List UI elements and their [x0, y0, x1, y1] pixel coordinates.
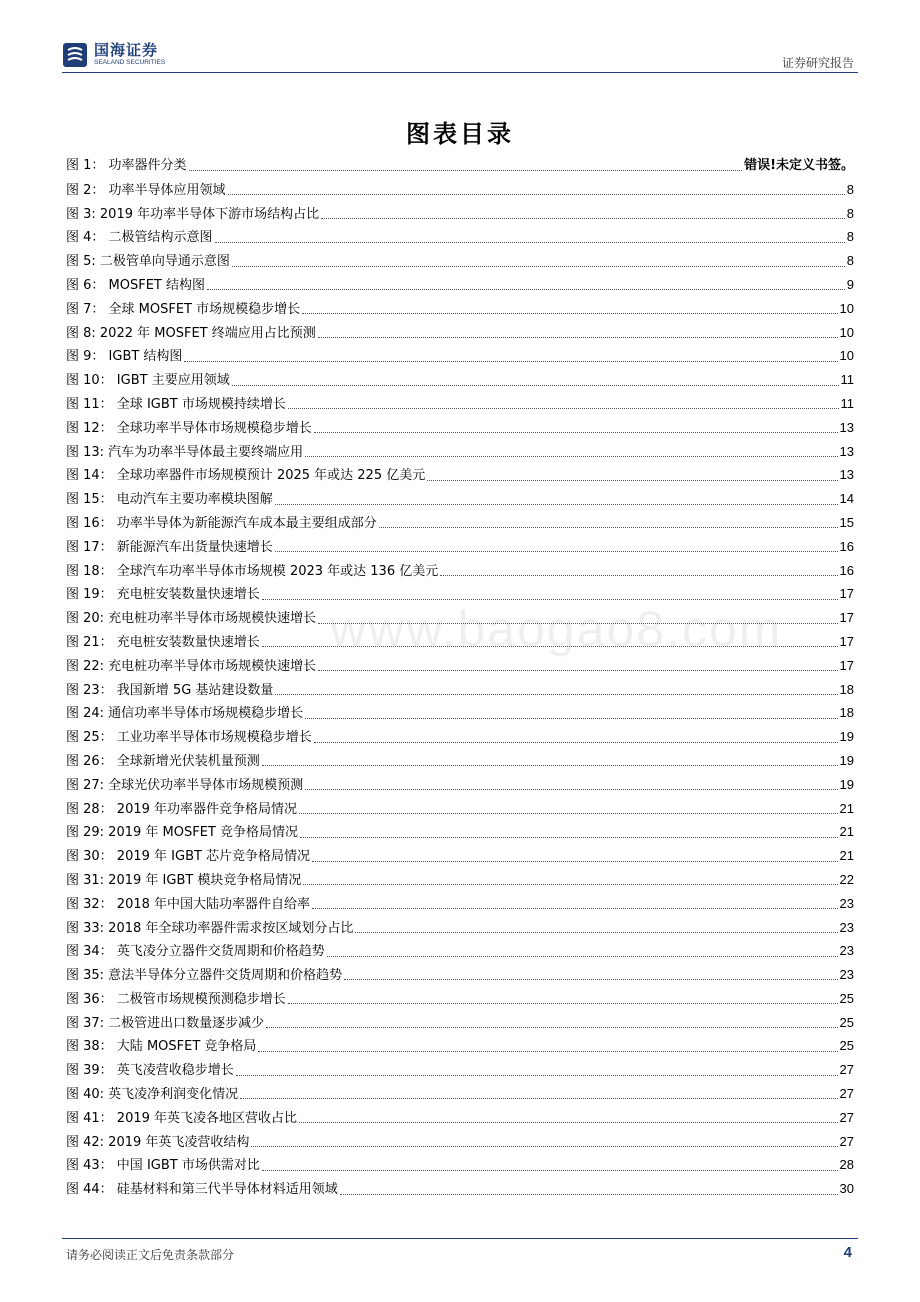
toc-entry-label: 图 8: 2022 年 MOSFET 终端应用占比预测: [66, 325, 316, 341]
toc-entry-page: 14: [839, 491, 854, 507]
toc-dot-leader: [236, 1065, 838, 1076]
toc-entry-page: 25: [839, 1038, 854, 1054]
toc-dot-leader: [312, 898, 838, 909]
toc-entry-label: 图 25： 工业功率半导体市场规模稳步增长: [66, 730, 312, 746]
toc-dot-leader: [262, 755, 838, 766]
toc-entry-label: 图 7： 全球 MOSFET 市场规模稳步增长: [66, 301, 301, 317]
toc-entry-label: 图 24: 通信功率半导体市场规模稳步增长: [66, 706, 304, 722]
toc-entry-page: 27: [839, 1133, 854, 1149]
toc-dot-leader: [340, 1184, 838, 1195]
toc-entry-label: 图 31: 2019 年 IGBT 模块竞争格局情况: [66, 872, 302, 888]
toc-entry[interactable]: [66, 1011, 854, 1035]
toc-entry-page: 27: [839, 1109, 854, 1125]
toc-entry-page: 8: [846, 205, 854, 221]
toc-dot-leader: [232, 256, 845, 267]
page-header: [62, 38, 858, 73]
toc-entry-page: 19: [839, 752, 854, 768]
toc-entry-label: 图 43： 中国 IGBT 市场供需对比: [66, 1158, 260, 1174]
toc-entry-page: 错误!未定义书签。: [744, 158, 854, 173]
toc-entry[interactable]: [66, 1058, 854, 1082]
toc-dot-leader: [275, 541, 838, 552]
toc-entry[interactable]: [66, 321, 854, 345]
toc-entry-label: 图 29: 2019 年 MOSFET 竞争格局情况: [66, 825, 299, 841]
toc-dot-leader: [427, 470, 837, 481]
toc-entry[interactable]: [66, 487, 854, 511]
toc-entry-label: 图 4： 二极管结构示意图: [66, 230, 213, 246]
toc-entry-label: 图 41： 2019 年英飞凌各地区营收占比: [66, 1110, 298, 1126]
toc-entry[interactable]: [66, 1082, 854, 1106]
toc-dot-leader: [266, 1017, 837, 1028]
toc-entry-page: 10: [839, 348, 854, 364]
toc-entry-label: 图 6： MOSFET 结构图: [66, 277, 206, 293]
toc-entry[interactable]: [66, 440, 854, 464]
toc-entry-label: 图 34： 英飞凌分立器件交货周期和价格趋势: [66, 944, 325, 960]
toc-entry-label: 图 5: 二极管单向导通示意图: [66, 254, 230, 270]
toc-entry-label: 图 23： 我国新增 5G 基站建设数量: [66, 682, 274, 698]
toc-entry-label: 图 44： 硅基材料和第三代半导体材料适用领域: [66, 1182, 338, 1198]
toc-entry-label: 图 1： 功率器件分类: [66, 158, 187, 173]
toc-dot-leader: [355, 922, 837, 933]
toc-entry[interactable]: [66, 773, 854, 797]
toc-entry-label: 图 35: 意法半导体分立器件交货周期和价格趋势: [66, 968, 343, 984]
toc-entry-page: 17: [839, 633, 854, 649]
toc-entry-page: 27: [839, 1062, 854, 1078]
toc-dot-leader: [251, 1136, 837, 1147]
toc-entry[interactable]: [66, 297, 854, 321]
toc-entry-page: 27: [839, 1086, 854, 1102]
toc-entry[interactable]: [66, 1153, 854, 1177]
toc-entry-label: 图 28： 2019 年功率器件竞争格局情况: [66, 801, 298, 817]
page-title: 图表目录: [406, 119, 514, 148]
toc-dot-leader: [288, 398, 839, 409]
toc-entry[interactable]: [66, 178, 854, 202]
toc-entry[interactable]: [66, 606, 854, 630]
toc-entry[interactable]: [66, 249, 854, 273]
toc-entry[interactable]: [66, 344, 854, 368]
toc-dot-leader: [215, 232, 845, 243]
toc-entry[interactable]: [66, 416, 854, 440]
company-logo: [62, 42, 165, 68]
toc-dot-leader: [303, 874, 837, 885]
toc-entry-label: 图 17： 新能源汽车出货量快速增长: [66, 539, 273, 555]
toc-entry-page: 10: [839, 300, 854, 316]
toc-dot-leader: [379, 517, 838, 528]
toc-entry-page: 13: [839, 419, 854, 435]
toc-dot-leader: [318, 613, 837, 624]
toc-dot-leader: [312, 851, 837, 862]
toc-dot-leader: [189, 160, 743, 171]
toc-dot-leader: [314, 422, 838, 433]
toc-entry-label: 图 10： IGBT 主要应用领域: [66, 373, 230, 389]
toc-entry-label: 图 38： 大陆 MOSFET 竞争格局: [66, 1039, 257, 1055]
toc-entry[interactable]: [66, 844, 854, 868]
toc-entry-label: 图 2： 功率半导体应用领域: [66, 182, 226, 198]
toc-entry[interactable]: [66, 868, 854, 892]
toc-entry[interactable]: [66, 701, 854, 725]
toc-entry-page: 21: [839, 824, 854, 840]
toc-dot-leader: [305, 446, 837, 457]
figure-table-of-contents: [66, 154, 854, 1201]
toc-dot-leader: [262, 1160, 838, 1171]
toc-entry-label: 图 18： 全球汽车功率半导体市场规模 2023 年或达 136 亿美元: [66, 563, 439, 579]
toc-entry-label: 图 12： 全球功率半导体市场规模稳步增长: [66, 420, 312, 436]
toc-entry-page: 11: [840, 372, 854, 388]
toc-entry-page: 16: [839, 562, 854, 578]
toc-entry[interactable]: [66, 797, 854, 821]
toc-entry-page: 22: [839, 871, 854, 887]
toc-entry-page: 13: [839, 443, 854, 459]
toc-entry-page: 11: [840, 395, 854, 411]
toc-entry[interactable]: [66, 225, 854, 249]
toc-entry[interactable]: [66, 559, 854, 583]
toc-dot-leader: [344, 969, 837, 980]
toc-dot-leader: [262, 589, 838, 600]
toc-dot-leader: [184, 351, 837, 362]
page-number: 4: [843, 1244, 852, 1261]
toc-entry[interactable]: [66, 939, 854, 963]
toc-entry-page: 8: [846, 229, 854, 245]
toc-entry[interactable]: [66, 463, 854, 487]
toc-entry-label: 图 39： 英飞凌营收稳步增长: [66, 1063, 234, 1079]
toc-dot-leader: [228, 184, 845, 195]
toc-entry-label: 图 11： 全球 IGBT 市场规模持续增长: [66, 396, 286, 412]
toc-entry[interactable]: [66, 749, 854, 773]
toc-entry-page: 19: [839, 729, 854, 745]
toc-dot-leader: [305, 779, 837, 790]
toc-entry-page: 23: [839, 919, 854, 935]
toc-entry-page: 23: [839, 895, 854, 911]
toc-entry-page: 8: [846, 253, 854, 269]
toc-entry-page: 23: [839, 943, 854, 959]
footer-disclaimer: 请务必阅读正文后免责条款部分: [66, 1248, 235, 1262]
toc-entry-label: 图 40: 英飞凌净利润变化情况: [66, 1087, 239, 1103]
toc-entry-page: 17: [839, 610, 854, 626]
toc-entry-page: 13: [839, 467, 854, 483]
toc-entry-page: 28: [839, 1157, 854, 1173]
watermark: www.baogao8.com: [330, 601, 783, 657]
toc-entry-label: 图 14： 全球功率器件市场规模预计 2025 年或达 225 亿美元: [66, 468, 426, 484]
toc-dot-leader: [232, 375, 839, 386]
logo-chinese-name: 国海证券: [94, 41, 159, 60]
toc-entry-label: 图 22: 充电桩功率半导体市场规模快速增长: [66, 658, 317, 674]
logo-english-name: SEALAND SECURITIES: [94, 59, 166, 67]
toc-dot-leader: [302, 303, 837, 314]
toc-dot-leader: [318, 327, 838, 338]
toc-entry[interactable]: [66, 654, 854, 678]
toc-entry-page: 30: [839, 1181, 854, 1197]
toc-entry[interactable]: [66, 630, 854, 654]
toc-entry-label: 图 16： 功率半导体为新能源汽车成本最主要组成部分: [66, 515, 377, 531]
toc-entry-page: 9: [846, 276, 854, 292]
toc-entry-label: 图 13: 汽车为功率半导体最主要终端应用: [66, 444, 304, 460]
toc-entry-label: 图 27: 全球光伏功率半导体市场规模预测: [66, 777, 304, 793]
toc-entry[interactable]: [66, 154, 854, 178]
toc-entry-label: 图 37: 二极管进出口数量逐步减少: [66, 1015, 265, 1031]
toc-entry[interactable]: [66, 1177, 854, 1201]
toc-entry[interactable]: [66, 368, 854, 392]
toc-entry-label: 图 9： IGBT 结构图: [66, 349, 183, 365]
toc-entry[interactable]: [66, 916, 854, 940]
toc-entry[interactable]: [66, 392, 854, 416]
toc-dot-leader: [440, 565, 837, 576]
toc-entry-label: 图 21： 充电桩安装数量快速增长: [66, 634, 260, 650]
toc-dot-leader: [299, 1112, 838, 1123]
toc-entry-page: 17: [839, 657, 854, 673]
toc-entry[interactable]: [66, 273, 854, 297]
toc-entry[interactable]: [66, 202, 854, 226]
toc-dot-leader: [318, 660, 837, 671]
toc-entry-page: 18: [839, 681, 854, 697]
toc-dot-leader: [314, 732, 838, 743]
toc-entry-page: 16: [839, 538, 854, 554]
toc-entry[interactable]: [66, 725, 854, 749]
toc-dot-leader: [258, 1041, 837, 1052]
toc-entry-page: 19: [839, 776, 854, 792]
toc-entry-label: 图 20: 充电桩功率半导体市场规模快速增长: [66, 611, 317, 627]
toc-entry-page: 25: [839, 1014, 854, 1030]
toc-dot-leader: [288, 993, 838, 1004]
toc-dot-leader: [321, 208, 845, 219]
toc-entry[interactable]: [66, 678, 854, 702]
toc-entry-page: 21: [839, 848, 854, 864]
toc-entry-label: 图 26： 全球新增光伏装机量预测: [66, 753, 260, 769]
toc-dot-leader: [275, 684, 837, 695]
report-type-label: 证券研究报告: [781, 56, 854, 70]
sealand-logo-icon: [62, 42, 88, 68]
toc-entry[interactable]: [66, 987, 854, 1011]
toc-entry-label: 图 32： 2018 年中国大陆功率器件自给率: [66, 896, 311, 912]
footer-divider: [62, 1238, 858, 1239]
toc-dot-leader: [262, 636, 838, 647]
toc-entry-label: 图 15： 电动汽车主要功率模块图解: [66, 492, 273, 508]
toc-entry[interactable]: [66, 535, 854, 559]
toc-entry[interactable]: [66, 820, 854, 844]
toc-entry-page: 18: [839, 705, 854, 721]
toc-entry-page: 8: [846, 181, 854, 197]
toc-entry[interactable]: [66, 1130, 854, 1154]
toc-entry[interactable]: [66, 1106, 854, 1130]
toc-entry-label: 图 36： 二极管市场规模预测稳步增长: [66, 991, 286, 1007]
toc-entry-page: 21: [839, 800, 854, 816]
toc-entry-page: 15: [839, 514, 854, 530]
toc-dot-leader: [300, 827, 838, 838]
toc-entry-page: 10: [839, 324, 854, 340]
toc-entry[interactable]: [66, 892, 854, 916]
toc-entry-page: 17: [839, 586, 854, 602]
toc-entry-label: 图 42: 2019 年英飞凌营收结构: [66, 1134, 250, 1150]
toc-dot-leader: [299, 803, 838, 814]
toc-entry[interactable]: [66, 1034, 854, 1058]
toc-entry[interactable]: [66, 963, 854, 987]
toc-entry-label: 图 30： 2019 年 IGBT 芯片竞争格局情况: [66, 849, 311, 865]
toc-entry-page: 25: [839, 990, 854, 1006]
toc-dot-leader: [240, 1088, 837, 1099]
toc-entry[interactable]: [66, 511, 854, 535]
toc-entry-page: 23: [839, 967, 854, 983]
toc-dot-leader: [327, 946, 838, 957]
toc-dot-leader: [275, 494, 838, 505]
toc-dot-leader: [305, 708, 837, 719]
toc-entry-label: 图 3: 2019 年功率半导体下游市场结构占比: [66, 206, 320, 222]
toc-entry-label: 图 19： 充电桩安装数量快速增长: [66, 587, 260, 603]
toc-entry[interactable]: [66, 582, 854, 606]
toc-entry-label: 图 33: 2018 年全球功率器件需求按区域划分占比: [66, 920, 354, 936]
toc-dot-leader: [207, 279, 845, 290]
